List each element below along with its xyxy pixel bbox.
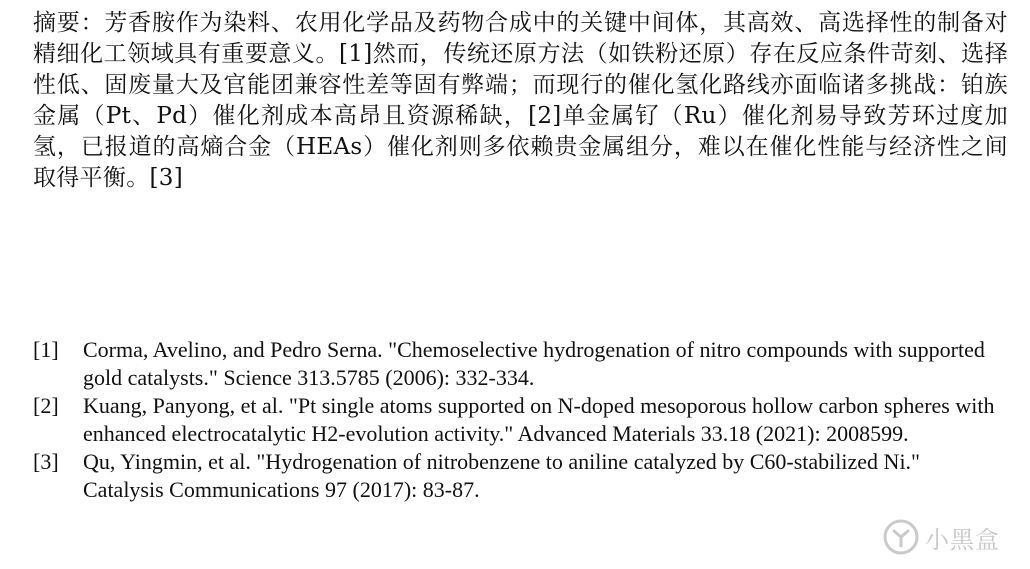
heybox-logo-icon: [883, 519, 919, 555]
reference-text: Corma, Avelino, and Pedro Serna. "Chemoselective hydrogenation of nitro compounds with supported gold catalysts." Science 313.5785 (2006): 332-334.: [83, 337, 985, 390]
abstract-paragraph: 摘要：芳香胺作为染料、农用化学品及药物合成中的关键中间体，其高效、高选择性的制备对精细化工领域具有重要意义。[1]然而，传统还原方法（如铁粉还原）存在反应条件苛刻、选择性低、固废量大及官能团兼容性差等固有弊端；而现行的催化氢化路线亦面临诸多挑战：铂族金属（Pt、Pd）催化剂成本高昂且资源稀缺，[2]单金属钌（Ru）催化剂易导致芳环过度加氢，已报道的高熵合金（HEAs）催化剂则多依赖贵金属组分，难以在催化性能与经济性之间取得平衡。[3]: [33, 10, 1008, 191]
reference-number: [1]: [33, 337, 59, 362]
reference-text: Qu, Yingmin, et al. "Hydrogenation of nitrobenzene to aniline catalyzed by C60-stabilized Ni." Catalysis Communications 97 (2017): 83-87.: [83, 449, 921, 502]
watermark: [883, 519, 1000, 555]
reference-number: [3]: [33, 449, 59, 474]
reference-item-1: [33, 336, 1003, 392]
reference-text: Kuang, Panyong, et al. "Pt single atoms supported on N-doped mesoporous hollow carbon spheres with enhanced electrocatalytic H2-evolution activity." Advanced Materials 33.18 (2021): 2008599.: [83, 393, 995, 446]
reference-number: [2]: [33, 393, 59, 418]
reference-item-3: [33, 448, 1003, 504]
reference-list: [33, 336, 1003, 504]
watermark-text: 小黑盒: [925, 525, 1000, 554]
reference-item-2: [33, 392, 1003, 448]
